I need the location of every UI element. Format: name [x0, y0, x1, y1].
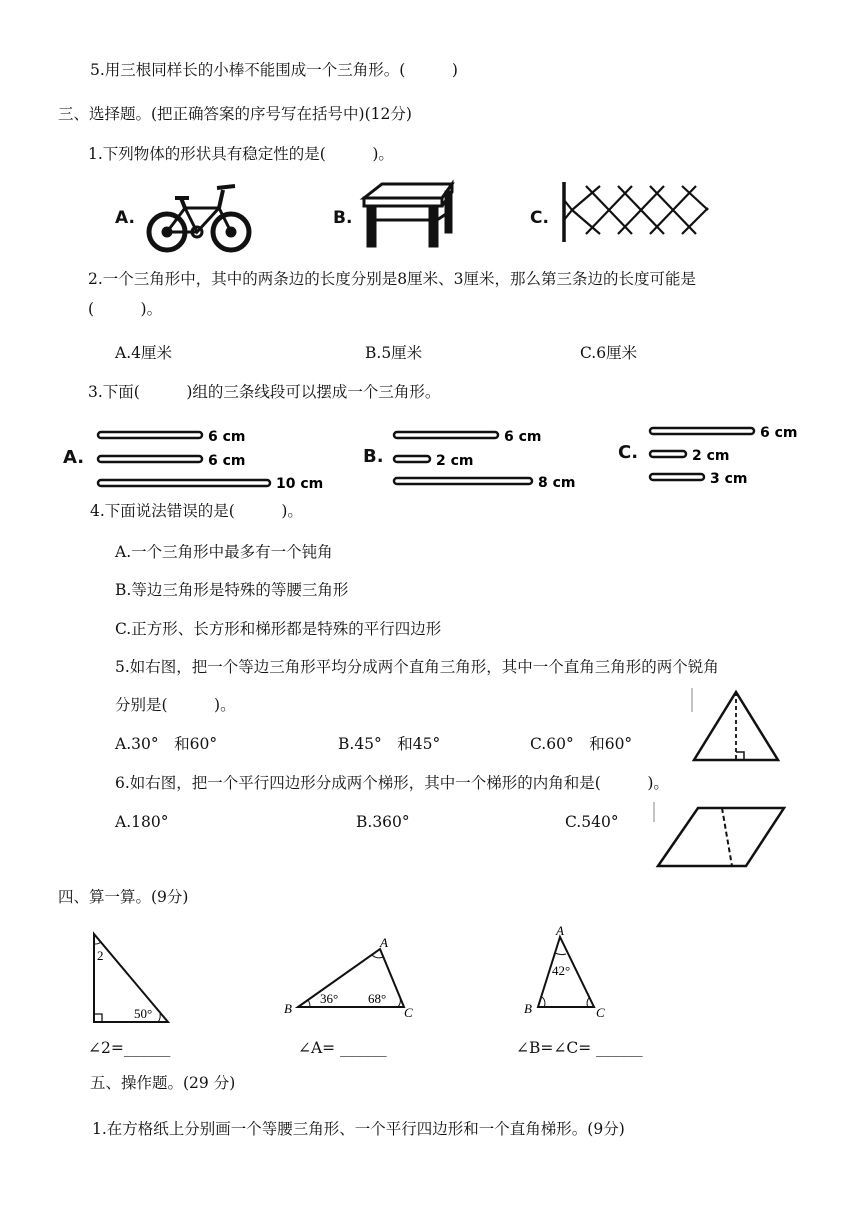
stick-b2-label: 2 cm	[436, 453, 474, 469]
q3-2-option-c: C.6厘米	[580, 344, 638, 362]
stick-group-b	[392, 426, 592, 490]
q3-4-option-b: B.等边三角形是特殊的等腰三角形	[115, 581, 349, 599]
fig3-vertex-c: C	[596, 1005, 605, 1020]
equilateral-triangle-figure	[686, 686, 786, 766]
parallelogram-figure	[650, 800, 790, 872]
stick-c1-label: 6 cm	[760, 425, 798, 441]
q3-2-option-b: B.5厘米	[365, 344, 423, 362]
stool-icon	[362, 180, 457, 250]
triangle-abc-figure-1	[280, 935, 420, 1020]
fig2-vertex-c: C	[404, 1005, 413, 1020]
fig2-vertex-b: B	[284, 1001, 292, 1016]
fig3-vertex-b: B	[524, 1001, 532, 1016]
stick-a3-label: 10 cm	[276, 476, 324, 492]
q3-1-text: 1.下列物体的形状具有稳定性的是( )。	[88, 145, 394, 163]
right-triangle-figure	[88, 930, 178, 1028]
section-4-title: 四、算一算。(9分)	[58, 888, 189, 906]
lattice-fence-icon	[562, 180, 712, 245]
stick-group-c	[648, 422, 808, 486]
stick-group-a	[96, 426, 324, 492]
q5-1-text: 1.在方格纸上分别画一个等腰三角形、一个平行四边形和一个直角梯形。(9分)	[92, 1120, 625, 1138]
fig2-vertex-a: A	[380, 935, 388, 950]
q3-5-option-c: C.60° 和60°	[530, 735, 633, 753]
stick-c3-label: 3 cm	[710, 471, 748, 487]
q3-3-text: 3.下面( )组的三条线段可以摆成一个三角形。	[88, 383, 441, 401]
q3-3-group-c-label: C.	[618, 442, 639, 463]
q3-4-option-a: A.一个三角形中最多有一个钝角	[115, 543, 333, 561]
q3-1-option-a-label: A.	[115, 208, 135, 228]
fig2-answer: ∠A= ______	[298, 1039, 387, 1057]
stick-b1-label: 6 cm	[504, 429, 542, 445]
stick-b3-label: 8 cm	[538, 475, 576, 491]
q3-2-line1: 2.一个三角形中，其中的两条边的长度分别是8厘米、3厘米，那么第三条边的长度可能是	[88, 270, 697, 288]
q3-4-text: 4.下面说法错误的是( )。	[90, 502, 303, 520]
stick-a2-label: 6 cm	[208, 453, 246, 469]
q3-5-option-b: B.45° 和45°	[338, 735, 441, 753]
judge-item-5: 5.用三根同样长的小棒不能围成一个三角形。( )	[90, 61, 458, 79]
q3-6-option-a: A.180°	[115, 813, 169, 831]
fig2-angle-b: 36°	[320, 991, 339, 1006]
fig3-angle-a: 42°	[552, 963, 571, 978]
q3-6-option-c: C.540°	[565, 813, 619, 831]
q3-5-line2: 分别是( )。	[115, 696, 236, 714]
fig1-angle-50: 50°	[134, 1006, 153, 1021]
q3-5-line1: 5.如右图，把一个等边三角形平均分成两个直角三角形，其中一个直角三角形的两个锐角	[115, 658, 719, 676]
fig1-answer: ∠2=______	[88, 1039, 171, 1057]
q3-3-group-b-label: B.	[363, 446, 384, 467]
q3-1-option-c-label: C.	[530, 208, 549, 228]
q3-6-option-b: B.360°	[356, 813, 410, 831]
stick-c2-label: 2 cm	[692, 448, 730, 464]
section-5-title: 五、操作题。(29 分)	[90, 1074, 236, 1092]
bicycle-icon	[145, 180, 255, 255]
q3-4-option-c: C.正方形、长方形和梯形都是特殊的平行四边形	[115, 620, 442, 638]
q3-2-line2: ( )。	[88, 300, 163, 318]
q3-2-option-a: A.4厘米	[115, 344, 172, 362]
q3-6-text: 6.如右图，把一个平行四边形分成两个梯形，其中一个梯形的内角和是( )。	[115, 774, 669, 792]
fig1-angle-2: 2	[97, 948, 104, 963]
fig2-angle-c: 68°	[368, 991, 387, 1006]
q3-5-option-a: A.30° 和60°	[115, 735, 218, 753]
triangle-abc-figure-2	[520, 925, 620, 1025]
fig3-vertex-a: A	[556, 923, 564, 938]
q3-3-group-a-label: A.	[63, 447, 85, 468]
fig3-answer: ∠B=∠C= ______	[516, 1039, 643, 1057]
stick-a1-label: 6 cm	[208, 429, 246, 445]
q3-1-option-b-label: B.	[333, 208, 353, 228]
section-3-title: 三、选择题。(把正确答案的序号写在括号中)(12分)	[58, 105, 412, 123]
